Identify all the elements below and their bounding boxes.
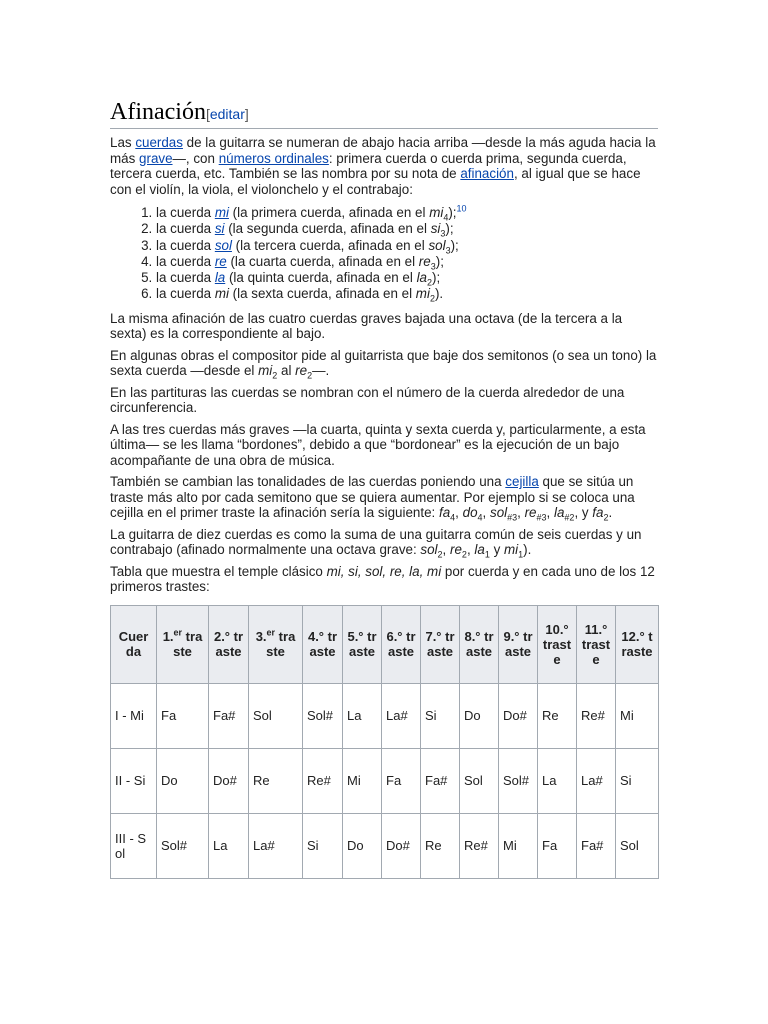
article-section: [110, 98, 658, 879]
table-cell: Sol#: [157, 813, 209, 878]
table-cell: Si: [303, 813, 343, 878]
table-cell: La#: [577, 748, 616, 813]
table-header-cell: 4.° traste: [303, 605, 343, 683]
table-row: [111, 813, 659, 878]
link-afinacion[interactable]: afinación: [460, 166, 514, 181]
table-cell: Sol: [460, 748, 499, 813]
table-cell: Do#: [209, 748, 249, 813]
table-cell: Si: [421, 683, 460, 748]
table-header-cell: 10.° traste: [538, 605, 577, 683]
bordones-paragraph: A las tres cuerdas más graves —la cuarta, quinta y sexta cuerda y, particularmente, a esta última— se les llama “bordones”, debido a que “bordonear” es la ejecución de un bajo acompañante de una obra de música.: [110, 421, 646, 468]
list-item: 3. la cuerda sol (la tercera cuerda, afinada en el sol$_3$);: [156, 238, 658, 254]
table-header-cell: 11.° traste: [577, 605, 616, 683]
table-cell: Do: [343, 813, 382, 878]
list-item: 1. la cuerda mi (la primera cuerda, afinada en el $mi_4);^{10}$: [156, 205, 658, 221]
reference-link[interactable]: 10: [456, 203, 467, 214]
table-cell: La: [209, 813, 249, 878]
table-row: [111, 748, 659, 813]
intro-paragraph: Las cuerdas de la guitarra se numeran de abajo hacia arriba —desde la más aguda hacia la más grave—, con números ordinales: primera cuerda o cuerda prima, segunda cuerda, tercera cuerda, etc. También se las nombra por su nota de afinación, al igual que se hace con el violín, la viola, el violonchelo y el contrabajo:: [110, 135, 656, 197]
link-numeros-ordinales[interactable]: números ordinales: [218, 150, 329, 166]
table-cell: Do#: [499, 683, 538, 748]
table-header-cell: 2.° traste: [209, 605, 249, 683]
table-header-cell: 6.° traste: [382, 605, 421, 683]
table-row: [111, 683, 659, 748]
table-cell: II - Si: [111, 748, 157, 813]
list-item: 5. la cuerda la (la quinta cuerda, afinada en el $la_2$);: [156, 270, 658, 286]
link-cuerdas[interactable]: cuerdas: [135, 135, 183, 150]
table-cell: Sol#: [499, 748, 538, 813]
list-item: 4. la cuerda re (la cuarta cuerda, afinada en el $re_3$);: [156, 254, 658, 270]
table-cell: Mi: [343, 748, 382, 813]
link-string-la[interactable]: la: [214, 270, 226, 286]
table-header-cell: 5.° traste: [343, 605, 382, 683]
table-header-row: [111, 605, 659, 683]
link-string-sol[interactable]: sol: [214, 237, 232, 253]
table-header-cell: 8.° traste: [460, 605, 499, 683]
table-cell: Sol#: [303, 683, 343, 748]
table-cell: Do#: [382, 813, 421, 878]
section-heading: [110, 98, 658, 129]
table-cell: Fa: [157, 683, 209, 748]
scores-paragraph: En las partituras las cuerdas se nombran con el número de la cuerda alrededor de una circunferencia.: [110, 384, 625, 416]
table-cell: La#: [382, 683, 421, 748]
table-cell: Mi: [616, 683, 659, 748]
table-cell: Si: [616, 748, 659, 813]
table-cell: La: [343, 683, 382, 748]
table-cell: Do: [460, 683, 499, 748]
table-caption-paragraph: Tabla que muestra el temple clásico mi, si, sol, re, la, mi por cuerda y en cada uno de los 12 primeros trastes:: [110, 563, 655, 595]
table-header-cell: 7.° traste: [421, 605, 460, 683]
edit-link[interactable]: editar: [209, 106, 245, 122]
table-cell: Re: [538, 683, 577, 748]
table-cell: Re: [421, 813, 460, 878]
table-cell: III - Sol: [111, 813, 157, 878]
table-cell: Re#: [577, 683, 616, 748]
table-body: [111, 683, 659, 878]
table-cell: Mi: [499, 813, 538, 878]
link-cejilla[interactable]: cejilla: [505, 474, 539, 490]
table-header-cell: Cuerda: [111, 605, 157, 683]
edit-section: [editar]: [205, 106, 249, 122]
ten-string-paragraph: La guitarra de diez cuerdas es como la suma de una guitarra común de seis cuerdas y un contrabajo (afinado normalmente una octava grave: sol$_2$, $re_2$, $la_1$ y $mi_1$).: [110, 526, 642, 560]
strings-list: [110, 205, 658, 303]
drop-tuning-paragraph: En algunas obras el compositor pide al guitarrista que baje dos semitonos (o sea un tono) la sexta cuerda —desde el $mi_2$ al $re_2—$.: [110, 347, 657, 381]
list-item: 2. la cuerda si (la segunda cuerda, afinada en el $si_3$);: [156, 221, 658, 237]
table-cell: Fa#: [577, 813, 616, 878]
table-cell: La#: [249, 813, 303, 878]
table-header-cell: 12.° traste: [616, 605, 659, 683]
table-cell: Fa: [382, 748, 421, 813]
frets-table: [110, 605, 659, 879]
table-header-cell: 3.$^{er}$ traste: [249, 605, 303, 683]
table-cell: Fa#: [421, 748, 460, 813]
table-cell: Re: [249, 748, 303, 813]
table-cell: Do: [157, 748, 209, 813]
table-cell: Sol: [249, 683, 303, 748]
bass-paragraph: La misma afinación de las cuatro cuerdas graves bajada una octava (de la tercera a la sexta) es la correspondiente al bajo.: [110, 310, 623, 342]
table-cell: Fa#: [209, 683, 249, 748]
table-cell: Sol: [616, 813, 659, 878]
table-header-cell: 9.° traste: [499, 605, 538, 683]
table-cell: I - Mi: [111, 683, 157, 748]
table-cell: Re#: [460, 813, 499, 878]
link-string-mi[interactable]: mi: [214, 205, 229, 220]
list-item: 6. la cuerda mi (la sexta cuerda, afinada en el $mi_2$).: [156, 286, 658, 302]
link-grave[interactable]: grave: [139, 150, 173, 166]
table-cell: La: [538, 748, 577, 813]
link-string-re[interactable]: re: [214, 253, 227, 269]
cejilla-paragraph: También se cambian las tonalidades de las cuerdas poniendo una cejilla que se sitúa un traste más alto por cada semitono que se quiera aumentar. Por ejemplo si se coloca una cejilla en el primer traste la afinación sería la siguiente: $fa_4$, $do_4$, sol$_{\#3}$, $re_{\#3}$, $la_{\#2}$, y $fa_2$.: [110, 474, 635, 523]
section-title: Afinación: [110, 99, 206, 125]
table-cell: Fa: [538, 813, 577, 878]
table-cell: Re#: [303, 748, 343, 813]
link-string-si[interactable]: si: [214, 221, 225, 237]
table-header-cell: 1.$^{er}$ traste: [157, 605, 209, 683]
